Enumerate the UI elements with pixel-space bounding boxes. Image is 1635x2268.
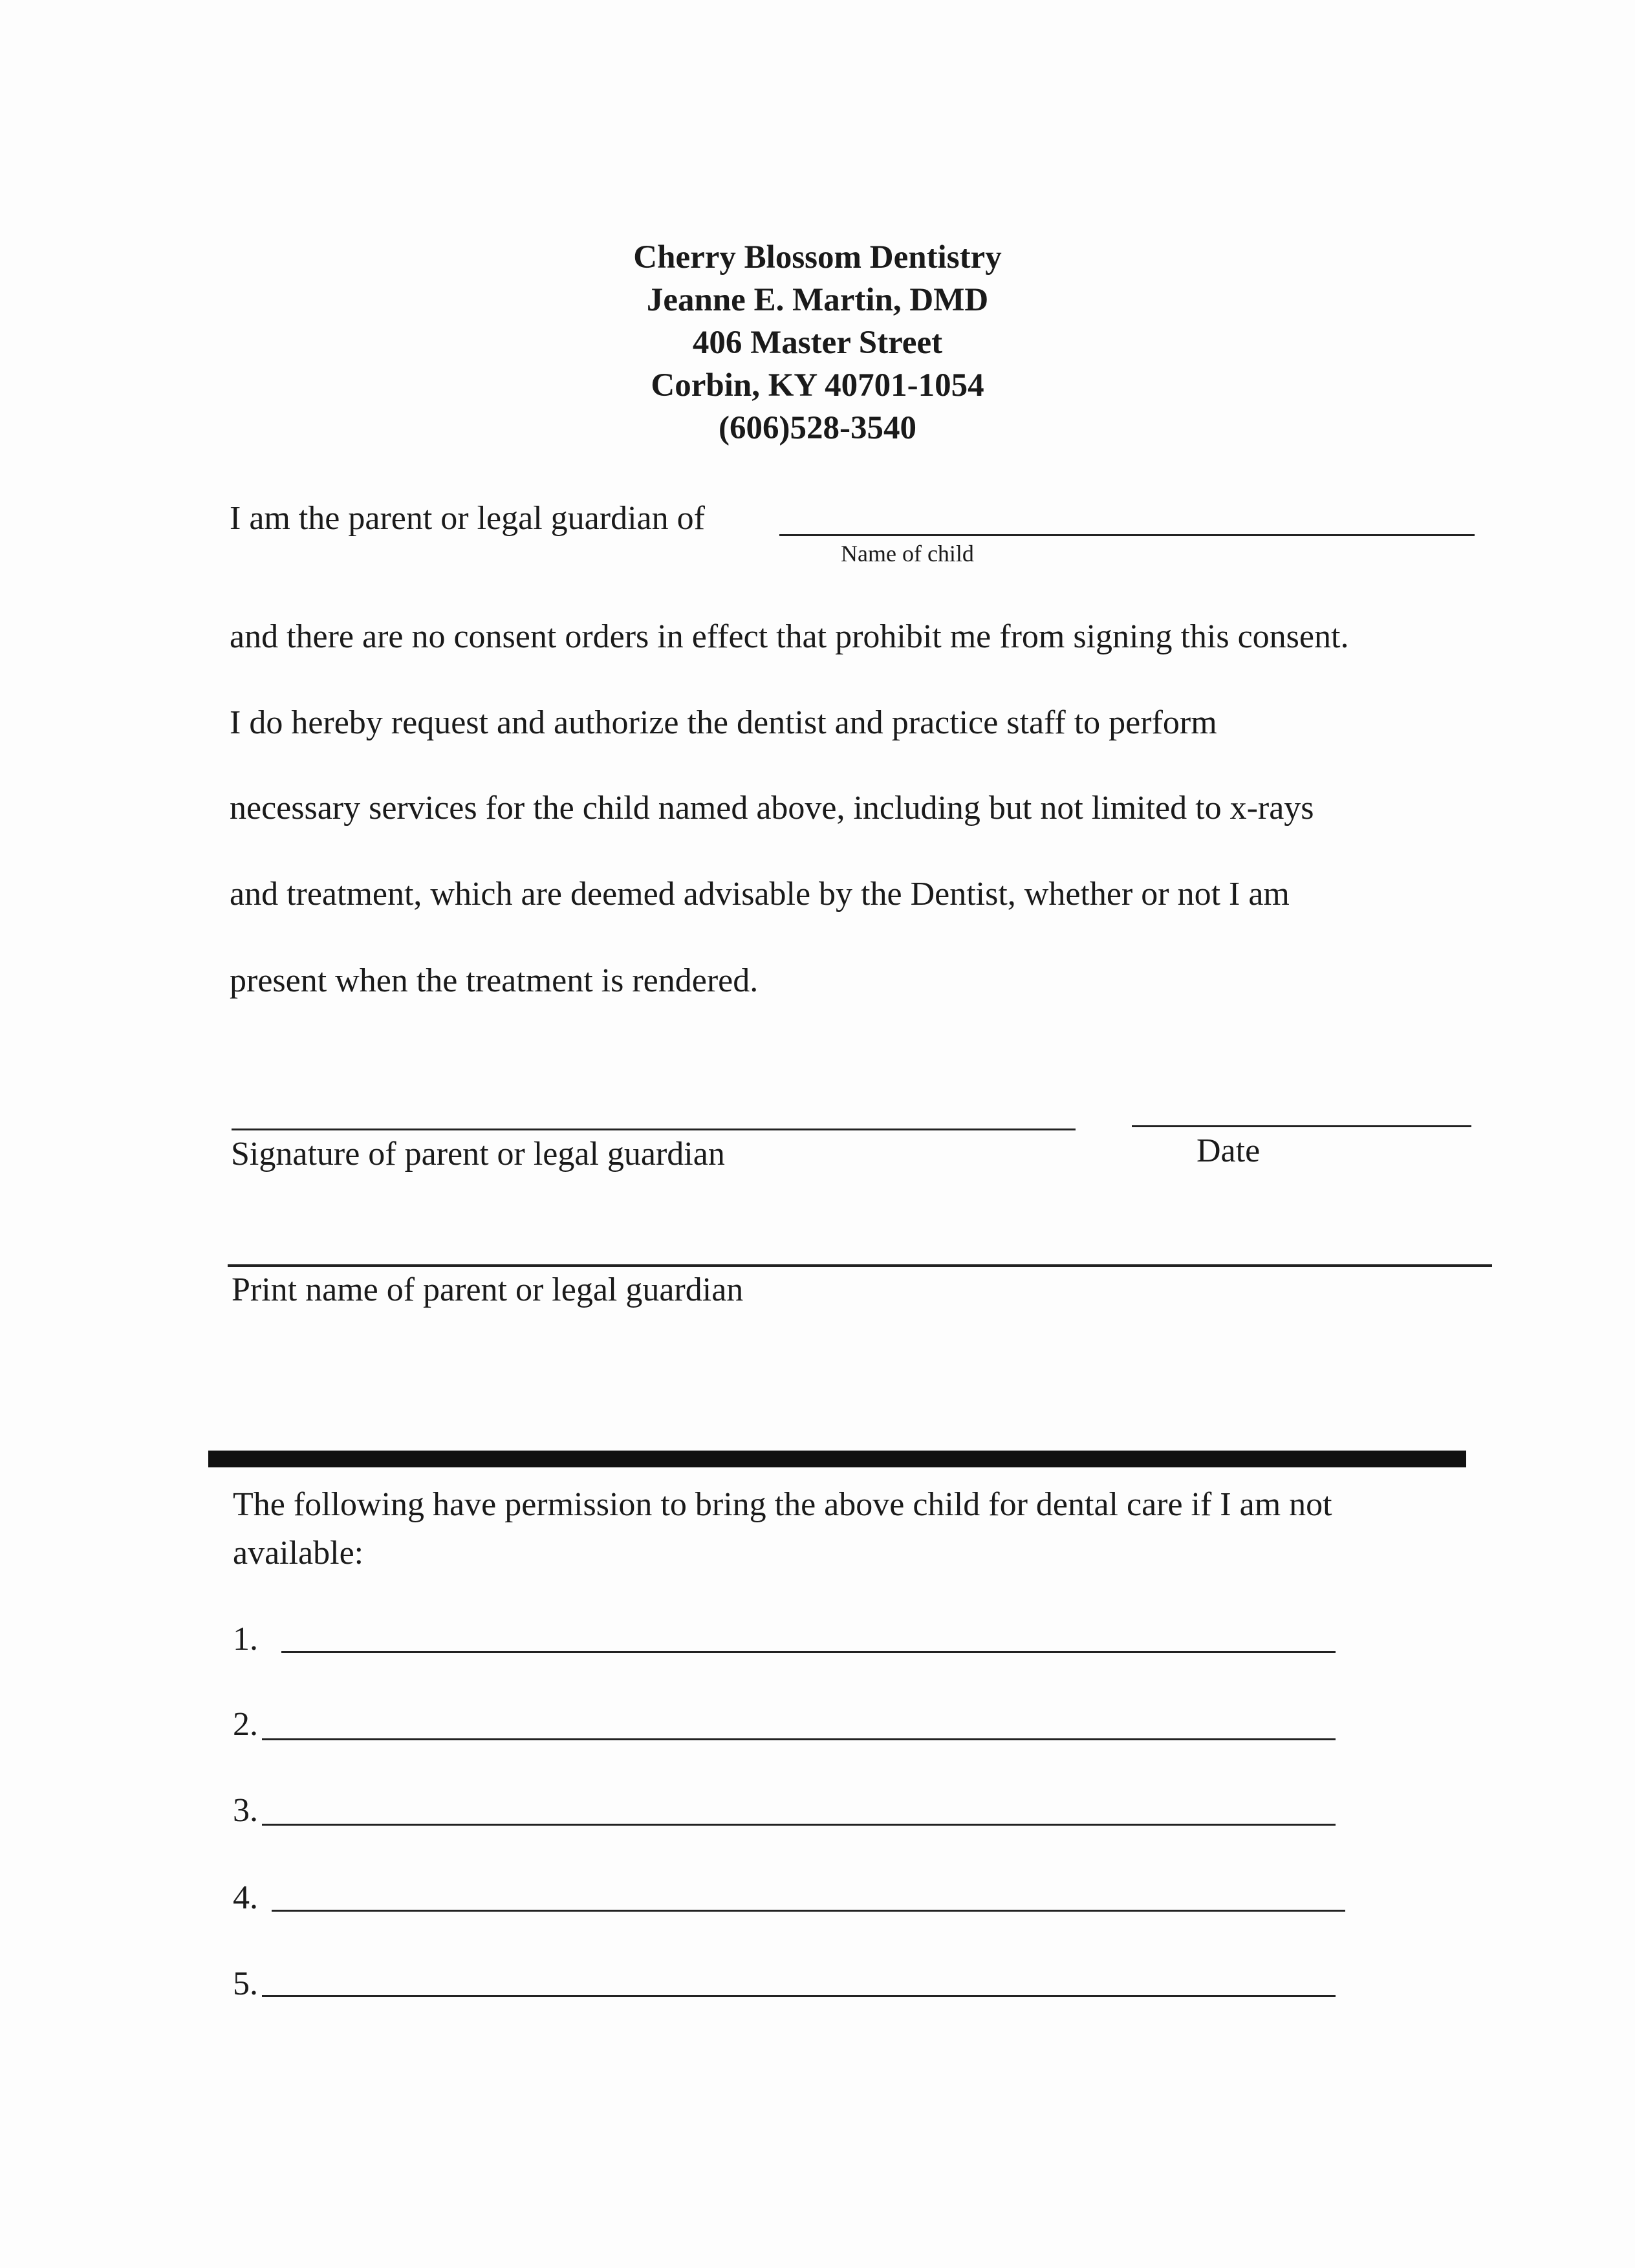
section-divider xyxy=(208,1451,1466,1467)
consent-line-4: and treatment, which are deemed advisable by the Dentist, whether or not I am xyxy=(230,876,1290,913)
print-name-caption: Print name of parent or legal guardian xyxy=(232,1271,744,1308)
guardian-intro-text: I am the parent or legal guardian of xyxy=(230,500,705,537)
permission-item-field-1[interactable] xyxy=(281,1651,1336,1653)
consent-line-5: present when the treatment is rendered. xyxy=(230,962,759,999)
permission-text-line-2: available: xyxy=(233,1535,364,1571)
permission-item-number-5: 5. xyxy=(233,1965,258,2002)
permission-item-field-4[interactable] xyxy=(272,1910,1345,1912)
practice-name: Cherry Blossom Dentistry xyxy=(633,239,1002,275)
city-state-zip: Corbin, KY 40701-1054 xyxy=(651,367,984,404)
consent-line-3: necessary services for the child named above, including but not limited to x-rays xyxy=(230,790,1314,826)
child-name-caption: Name of child xyxy=(841,541,974,567)
date-field[interactable] xyxy=(1132,1125,1471,1127)
street-address: 406 Master Street xyxy=(692,325,943,361)
permission-item-field-5[interactable] xyxy=(262,1995,1336,1997)
permission-item-number-2: 2. xyxy=(233,1706,258,1743)
permission-text-line-1: The following have permission to bring the above child for dental care if I am not xyxy=(233,1486,1332,1523)
signature-field[interactable] xyxy=(232,1129,1076,1130)
permission-item-number-4: 4. xyxy=(233,1879,258,1916)
phone-number: (606)528-3540 xyxy=(719,410,916,446)
print-name-field[interactable] xyxy=(228,1264,1492,1267)
dentist-name: Jeanne E. Martin, DMD xyxy=(646,282,989,318)
consent-line-1: and there are no consent orders in effect that prohibit me from signing this consent. xyxy=(230,618,1349,655)
consent-line-2: I do hereby request and authorize the dentist and practice staff to perform xyxy=(230,704,1217,741)
permission-item-number-3: 3. xyxy=(233,1792,258,1829)
child-name-field[interactable] xyxy=(779,534,1475,536)
date-caption: Date xyxy=(1196,1132,1261,1169)
practice-header xyxy=(0,236,1635,449)
permission-item-number-1: 1. xyxy=(233,1621,258,1658)
signature-caption: Signature of parent or legal guardian xyxy=(231,1136,725,1172)
permission-item-field-3[interactable] xyxy=(262,1824,1336,1826)
permission-item-field-2[interactable] xyxy=(262,1738,1336,1740)
